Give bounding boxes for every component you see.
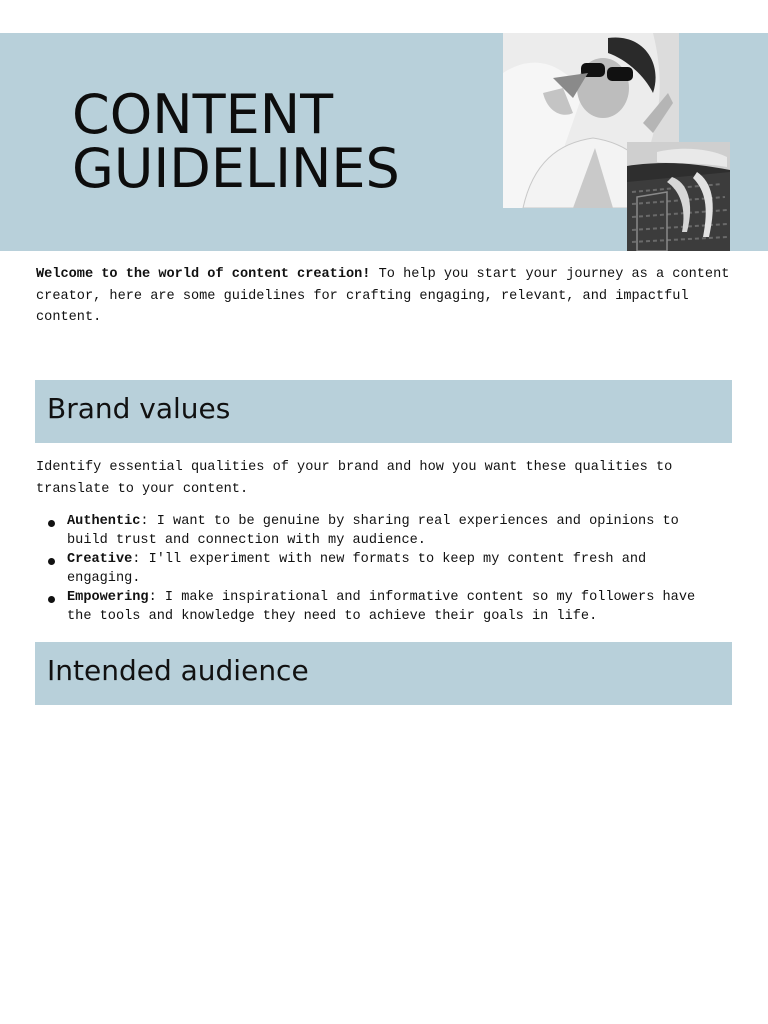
intended-audience-heading: Intended audience: [47, 654, 309, 687]
value-term: Empowering: [67, 590, 149, 605]
page-title: [72, 83, 400, 200]
brand-values-list: [36, 512, 726, 626]
list-item: [36, 550, 726, 588]
value-description: : I want to be genuine by sharing real experiences and opinions to build trust and connection with my audience.: [67, 514, 679, 548]
intro-lead: Welcome to the world of content creation!: [36, 267, 371, 282]
list-item: [36, 588, 726, 626]
brand-values-description: Identify essential qualities of your brand and how you want these qualities to translate to your content.: [36, 460, 673, 497]
intended-audience-section-header: [35, 642, 732, 705]
brand-values-section-header: [35, 380, 732, 443]
heeled-feet-on-rug-photo: [627, 142, 730, 251]
value-term: Authentic: [67, 514, 141, 529]
brand-values-heading: Brand values: [47, 392, 231, 425]
intro-text: To help you start your journey as a content creator, here are some guidelines for crafting engaging, relevant, and impactful content.: [36, 267, 730, 325]
page-title-line-1: CONTENT: [72, 83, 334, 146]
value-description: : I'll experiment with new formats to keep my content fresh and engaging.: [67, 552, 647, 586]
list-item: [36, 512, 726, 550]
value-term: Creative: [67, 552, 133, 567]
intro-paragraph: [36, 264, 736, 329]
value-description: : I make inspirational and informative content so my followers have the tools and knowledge they need to achieve their goals in life.: [67, 590, 696, 624]
page-title-line-2: GUIDELINES: [72, 137, 400, 200]
